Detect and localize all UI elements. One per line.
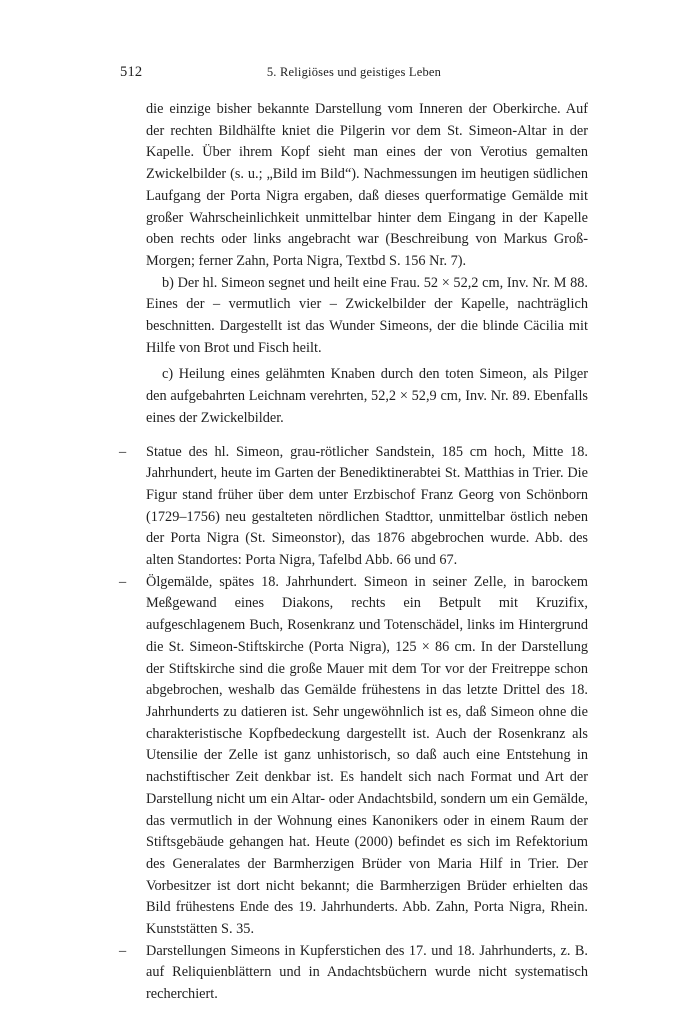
list-item	[119, 572, 588, 941]
list-item-text: Statue des hl. Simeon, grau-rötlicher Sandstein, 185 cm hoch, Mitte 18. Jahrhundert, heute im Garten der Benediktinerabtei St. Matthias in Trier. Die Figur stand früher über dem unter Erzbischof Franz Georg von Schönborn (1729–1756) neu gestalteten nördlichen Stadttor, unmittelbar östlich neben der Porta Nigra (St. Simeonstor), das 1876 abgebrochen wurde. Abb. des alten Standortes: Porta Nigra, Tafelbd Abb. 66 und 67.	[146, 443, 588, 569]
list-dash: –	[119, 942, 127, 959]
dash-list	[119, 442, 588, 1006]
list-dash: –	[119, 573, 127, 590]
list-item-text: Darstellungen Simeons in Kupferstichen des 17. und 18. Jahrhunderts, z. B. auf Reliquienblättern und in Andachtsbüchern wurde nicht systematisch recherchiert.	[146, 942, 588, 1003]
paragraph-item-b: b) Der hl. Simeon segnet und heilt eine Frau. 52 × 52,2 cm, Inv. Nr. M 88. Eines der – vermutlich vier – Zwickelbilder der Kapelle, nachträglich beschnitten. Dargestellt ist das Wunder Simeons, der die blinde Cäcilia mit Hilfe von Brot und Fisch heilt.	[146, 274, 588, 356]
paragraph-item-c: c) Heilung eines gelähmten Knaben durch den toten Simeon, als Pilger den aufgebahrten Leichnam verehrten, 52,2 × 52,9 cm, Inv. Nr. 89. Ebenfalls eines der Zwickelbilder.	[146, 366, 588, 426]
body-text	[119, 99, 588, 1006]
running-title: 5. Religiöses und geistiges Leben	[266, 65, 442, 79]
list-item	[119, 941, 588, 1006]
list-item	[119, 442, 588, 572]
list-item-text: Ölgemälde, spätes 18. Jahrhundert. Simeon in seiner Zelle, in barockem Meßgewand eines Diakons, rechts ein Betpult mit Kruzifix, aufgeschlagenem Buch, Rosenkranz und Totenschädel, links im Hintergrund die St. Simeon-Stiftskirche (Porta Nigra), 125 × 86 cm. In der Darstellung der Stiftskirche sind die große Mauer mit dem Tor vor der Freitreppe schon abgebrochen, weshalb das Gemälde frühestens in das letzte Drittel des 18. Jahrhunderts zu datieren ist. Sehr ungewöhnlich ist es, daß Simeon ohne die charakteristische Kopfbedeckung dargestellt ist. Auch der Rosenkranz als Utensilie der Zelle ist ganz unhistorisch, so daß auch eine Entstehung in nachstiftischer Zeit denkbar ist. Es handelt sich nach Format und Art der Darstellung nicht um ein Altar- oder Andachtsbild, sondern um ein Gemälde, das vermutlich in der Wohnung eines Kanonikers oder in einem Raum der Stiftsgebäude gehangen hat. Heute (2000) befindet es sich im Refektorium des Generalates der Barmherzigen Brüder von Maria Hilf in Trier. Der Vorbesitzer ist dort nicht bekannt; die Barmherzigen Brüder erhielten das Bild frühestens Ende des 19. Jahrhunderts. Abb. Zahn, Porta Nigra, Rhein. Kunststätten S. 35.	[146, 573, 588, 938]
list-dash: –	[119, 443, 127, 460]
paragraph-continuation: die einzige bisher bekannte Darstellung vom Inneren der Oberkirche. Auf der rechten Bildhälfte kniet die Pilgerin vor dem St. Simeon-Altar in der Kapelle. Über ihrem Kopf sieht man eines der von Verotius gemalten Zwickelbilder (s. u.; „Bild im Bild“). Nachmessungen im heutigen südlichen Laufgang der Porta Nigra ergaben, daß dieses querformatige Gemälde mit großer Wahrscheinlichkeit unmittelbar hinter dem Eingang in der Kapelle oben rechts oder links angebracht war (Beschreibung von Markus Groß-Morgen; ferner Zahn, Porta Nigra, Textbd S. 156 Nr. 7).	[146, 101, 588, 269]
page-header	[120, 64, 588, 86]
page-number: 512	[120, 64, 143, 80]
